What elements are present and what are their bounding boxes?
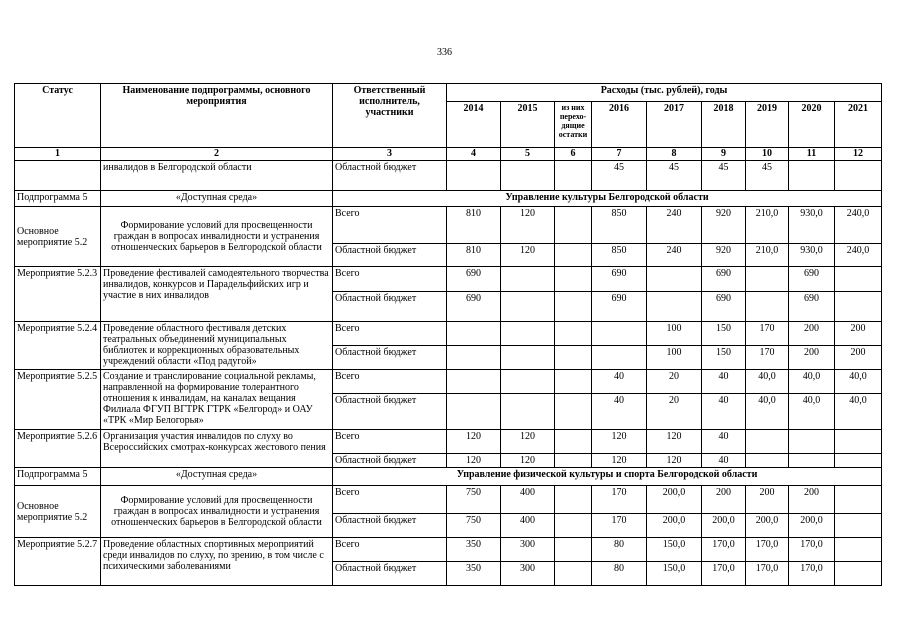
status-cell: Мероприятие 5.2.6 — [15, 430, 101, 468]
value-cell: 170,0 — [746, 538, 789, 562]
value-cell — [555, 346, 592, 370]
agency-title: Управление культуры Белгородской области — [333, 191, 882, 207]
table-row — [15, 267, 882, 292]
value-cell — [789, 454, 835, 468]
executor-cell: Всего — [333, 267, 447, 292]
value-cell: 170 — [592, 514, 647, 538]
column-number: 8 — [647, 148, 702, 161]
value-cell — [746, 430, 789, 454]
value-cell — [835, 292, 882, 322]
status-cell: Основное мероприятие 5.2 — [15, 207, 101, 267]
value-cell — [555, 161, 592, 191]
value-cell — [555, 562, 592, 586]
value-cell: 150 — [702, 322, 746, 346]
value-cell: 200 — [835, 322, 882, 346]
value-cell — [746, 267, 789, 292]
value-cell: 200,0 — [789, 514, 835, 538]
value-cell — [447, 161, 501, 191]
executor-cell: Областной бюджет — [333, 244, 447, 267]
value-cell — [835, 161, 882, 191]
value-cell: 690 — [789, 292, 835, 322]
expenses-table — [14, 83, 882, 586]
carryover-header: из них перехо-дящие остатки — [555, 102, 592, 148]
value-cell: 200 — [746, 486, 789, 514]
status-cell — [15, 161, 101, 191]
executor-cell: Областной бюджет — [333, 394, 447, 430]
value-cell: 750 — [447, 514, 501, 538]
value-cell — [647, 292, 702, 322]
value-cell — [835, 562, 882, 586]
value-cell: 930,0 — [789, 244, 835, 267]
value-cell: 200 — [702, 486, 746, 514]
value-cell: 170 — [746, 322, 789, 346]
table-row — [15, 486, 882, 514]
column-number: 3 — [333, 148, 447, 161]
value-cell — [555, 267, 592, 292]
value-cell — [447, 322, 501, 346]
value-cell: 750 — [447, 486, 501, 514]
value-cell: 240 — [647, 244, 702, 267]
executor-cell: Всего — [333, 322, 447, 346]
value-cell — [789, 161, 835, 191]
value-cell — [501, 161, 555, 191]
value-cell: 200 — [835, 346, 882, 370]
value-cell — [746, 292, 789, 322]
value-cell: 920 — [702, 244, 746, 267]
value-cell: 45 — [702, 161, 746, 191]
column-number: 5 — [501, 148, 555, 161]
year-2019: 2019 — [746, 102, 789, 148]
value-cell: 20 — [647, 370, 702, 394]
value-cell: 40 — [592, 370, 647, 394]
column-number: 9 — [702, 148, 746, 161]
column-number: 4 — [447, 148, 501, 161]
value-cell: 120 — [447, 454, 501, 468]
value-cell: 120 — [592, 454, 647, 468]
value-cell: 120 — [592, 430, 647, 454]
subprogram-row — [15, 468, 882, 486]
value-cell: 150 — [702, 346, 746, 370]
executor-cell: Всего — [333, 538, 447, 562]
value-cell: 170,0 — [789, 562, 835, 586]
activity-name: инвалидов в Белгородской области — [101, 161, 333, 191]
value-cell — [835, 486, 882, 514]
value-cell — [555, 430, 592, 454]
value-cell: 240,0 — [835, 244, 882, 267]
value-cell — [592, 322, 647, 346]
column-number: 10 — [746, 148, 789, 161]
value-cell — [447, 394, 501, 430]
value-cell: 80 — [592, 538, 647, 562]
value-cell: 690 — [702, 267, 746, 292]
value-cell: 40 — [592, 394, 647, 430]
activity-name: Формирование условий для просвещенности граждан в вопросах инвалидности и устранения отношенческих барьеров в Белгородской области — [101, 207, 333, 267]
column-number: 2 — [101, 148, 333, 161]
value-cell: 100 — [647, 346, 702, 370]
value-cell — [555, 394, 592, 430]
executor-cell: Всего — [333, 430, 447, 454]
executor-cell: Всего — [333, 207, 447, 244]
value-cell: 150,0 — [647, 562, 702, 586]
year-2014: 2014 — [447, 102, 501, 148]
value-cell — [555, 514, 592, 538]
table-row — [15, 538, 882, 562]
table-row — [15, 207, 882, 244]
executor-cell: Областной бюджет — [333, 454, 447, 468]
value-cell — [555, 292, 592, 322]
column-number: 12 — [835, 148, 882, 161]
subprogram-name: «Доступная среда» — [101, 468, 333, 486]
year-2020: 2020 — [789, 102, 835, 148]
executor-cell: Областной бюджет — [333, 514, 447, 538]
activity-name: Проведение областных спортивных мероприятий среди инвалидов по слуху, по зрению, в том числе с психическими заболеваниями — [101, 538, 333, 586]
value-cell: 170,0 — [702, 538, 746, 562]
value-cell: 200,0 — [647, 514, 702, 538]
year-2015: 2015 — [501, 102, 555, 148]
value-cell: 45 — [746, 161, 789, 191]
value-cell — [555, 486, 592, 514]
value-cell — [835, 454, 882, 468]
executor-cell: Областной бюджет — [333, 292, 447, 322]
value-cell: 120 — [647, 454, 702, 468]
value-cell — [501, 322, 555, 346]
header-name: Наименование подпрограммы, основного мероприятия — [101, 84, 333, 148]
value-cell: 120 — [501, 454, 555, 468]
value-cell: 200 — [789, 346, 835, 370]
value-cell: 120 — [447, 430, 501, 454]
value-cell: 40 — [702, 454, 746, 468]
value-cell — [555, 207, 592, 244]
value-cell — [555, 454, 592, 468]
value-cell: 300 — [501, 562, 555, 586]
value-cell: 200 — [789, 322, 835, 346]
value-cell — [501, 292, 555, 322]
status-cell: Мероприятие 5.2.3 — [15, 267, 101, 322]
activity-name: Формирование условий для просвещенности граждан в вопросах инвалидности и устранения отношенческих барьеров в Белгородской области — [101, 486, 333, 538]
table-row — [15, 370, 882, 394]
value-cell: 170 — [592, 486, 647, 514]
value-cell: 690 — [447, 292, 501, 322]
value-cell — [447, 370, 501, 394]
value-cell: 40,0 — [789, 370, 835, 394]
value-cell: 40,0 — [835, 370, 882, 394]
status-cell: Мероприятие 5.2.7 — [15, 538, 101, 586]
agency-title: Управление физической культуры и спорта Белгородской области — [333, 468, 882, 486]
value-cell: 350 — [447, 538, 501, 562]
executor-cell: Областной бюджет — [333, 161, 447, 191]
value-cell — [555, 322, 592, 346]
executor-cell: Всего — [333, 370, 447, 394]
header-executor: Ответственный исполнитель, участники — [333, 84, 447, 148]
value-cell — [592, 346, 647, 370]
subprogram-name: «Доступная среда» — [101, 191, 333, 207]
header-expenses: Расходы (тыс. рублей), годы — [447, 84, 882, 102]
header-row — [15, 84, 882, 102]
value-cell — [501, 346, 555, 370]
value-cell — [501, 370, 555, 394]
status-cell: Основное мероприятие 5.2 — [15, 486, 101, 538]
value-cell — [835, 538, 882, 562]
value-cell: 920 — [702, 207, 746, 244]
value-cell: 200,0 — [702, 514, 746, 538]
value-cell: 40,0 — [746, 394, 789, 430]
header-status: Статус — [15, 84, 101, 148]
value-cell — [647, 267, 702, 292]
value-cell: 170 — [746, 346, 789, 370]
value-cell: 40,0 — [746, 370, 789, 394]
value-cell — [501, 394, 555, 430]
value-cell: 120 — [647, 430, 702, 454]
value-cell: 850 — [592, 244, 647, 267]
value-cell: 690 — [702, 292, 746, 322]
value-cell: 40,0 — [835, 394, 882, 430]
value-cell: 40 — [702, 370, 746, 394]
value-cell: 170,0 — [746, 562, 789, 586]
status-cell: Мероприятие 5.2.4 — [15, 322, 101, 370]
column-number: 6 — [555, 148, 592, 161]
value-cell — [835, 514, 882, 538]
value-cell: 810 — [447, 207, 501, 244]
value-cell: 200,0 — [746, 514, 789, 538]
column-numbers-row — [15, 148, 882, 161]
value-cell: 170,0 — [789, 538, 835, 562]
value-cell: 400 — [501, 486, 555, 514]
column-number: 1 — [15, 148, 101, 161]
executor-cell: Областной бюджет — [333, 562, 447, 586]
value-cell — [447, 346, 501, 370]
value-cell: 240,0 — [835, 207, 882, 244]
year-2017: 2017 — [647, 102, 702, 148]
activity-name: Организация участия инвалидов по слуху во Всероссийских смотрах-конкурсах жестового пения — [101, 430, 333, 468]
executor-cell: Всего — [333, 486, 447, 514]
value-cell: 100 — [647, 322, 702, 346]
value-cell: 300 — [501, 538, 555, 562]
value-cell: 200,0 — [647, 486, 702, 514]
value-cell: 45 — [592, 161, 647, 191]
value-cell — [555, 244, 592, 267]
value-cell: 690 — [789, 267, 835, 292]
table-row — [15, 161, 882, 191]
activity-name: Проведение фестивалей самодеятельного творчества инвалидов, конкурсов и Парадельфийских игр и участие в них инвалидов — [101, 267, 333, 322]
value-cell: 40 — [702, 430, 746, 454]
value-cell: 240 — [647, 207, 702, 244]
status-cell: Мероприятие 5.2.5 — [15, 370, 101, 430]
value-cell — [835, 430, 882, 454]
column-number: 11 — [789, 148, 835, 161]
value-cell: 210,0 — [746, 207, 789, 244]
value-cell — [789, 430, 835, 454]
value-cell — [555, 370, 592, 394]
value-cell: 810 — [447, 244, 501, 267]
activity-name: Создание и транслирование социальной рекламы, направленной на формирование толерантного отношения к инвалидам, на каналах вещания Филиала ФГУП ВГТРК ГТРК «Белгород» и ОАУ «ТРК «Мир Белогорья» — [101, 370, 333, 430]
value-cell: 80 — [592, 562, 647, 586]
value-cell: 170,0 — [702, 562, 746, 586]
year-2018: 2018 — [702, 102, 746, 148]
executor-cell: Областной бюджет — [333, 346, 447, 370]
table-row — [15, 430, 882, 454]
value-cell: 400 — [501, 514, 555, 538]
value-cell: 150,0 — [647, 538, 702, 562]
page-number: 336 — [437, 47, 452, 58]
status-cell: Подпрограмма 5 — [15, 468, 101, 486]
status-cell: Подпрограмма 5 — [15, 191, 101, 207]
value-cell: 40 — [702, 394, 746, 430]
value-cell: 20 — [647, 394, 702, 430]
value-cell: 350 — [447, 562, 501, 586]
value-cell — [501, 267, 555, 292]
year-2016: 2016 — [592, 102, 647, 148]
value-cell: 930,0 — [789, 207, 835, 244]
value-cell: 200 — [789, 486, 835, 514]
value-cell: 120 — [501, 430, 555, 454]
value-cell: 690 — [592, 292, 647, 322]
value-cell: 690 — [592, 267, 647, 292]
value-cell: 210,0 — [746, 244, 789, 267]
value-cell: 120 — [501, 207, 555, 244]
value-cell — [746, 454, 789, 468]
subprogram-row — [15, 191, 882, 207]
value-cell — [835, 267, 882, 292]
year-2021: 2021 — [835, 102, 882, 148]
table-row — [15, 322, 882, 346]
activity-name: Проведение областного фестиваля детских театральных объединений муниципальных библиотек и коррекционных образовательных учреждений области «Под радугой» — [101, 322, 333, 370]
value-cell: 120 — [501, 244, 555, 267]
value-cell: 45 — [647, 161, 702, 191]
value-cell: 40,0 — [789, 394, 835, 430]
value-cell: 690 — [447, 267, 501, 292]
column-number: 7 — [592, 148, 647, 161]
value-cell: 850 — [592, 207, 647, 244]
value-cell — [555, 538, 592, 562]
